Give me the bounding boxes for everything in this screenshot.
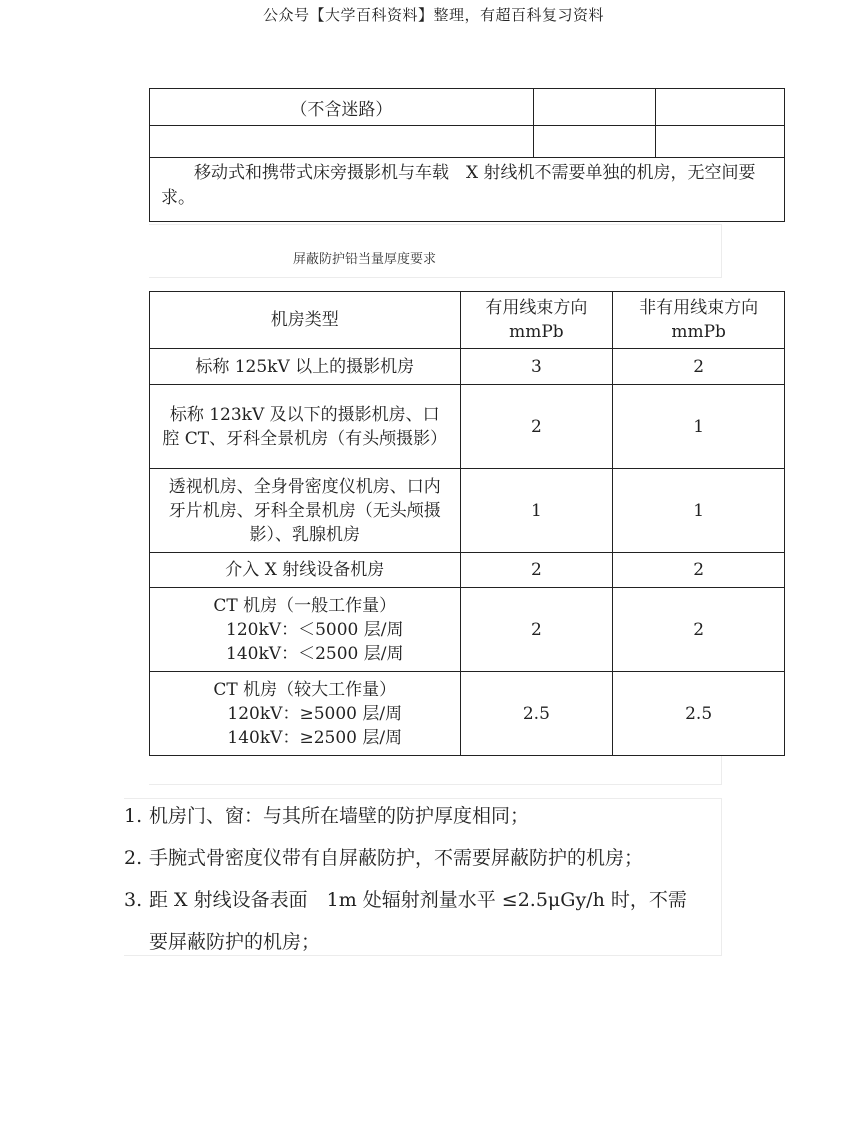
table-cell <box>533 89 656 126</box>
table-row <box>150 672 785 756</box>
useful-value: 1 <box>460 469 613 553</box>
nonuseful-value: 1 <box>613 469 785 553</box>
nonuseful-value: 2 <box>613 588 785 672</box>
nonuseful-value: 2 <box>613 349 785 385</box>
lead-equivalent-table <box>149 291 785 756</box>
list-item <box>124 879 724 963</box>
table-row <box>150 588 785 672</box>
list-text: 距 X 射线设备表面 1m 处辐射剂量水平 ≤2.5μGy/h 时，不需 <box>149 889 687 911</box>
ct-title: CT 机房（较大工作量） <box>213 679 397 700</box>
nonuseful-value: 2.5 <box>613 672 785 756</box>
ct-spec-140kv: 140kV：＜2500 层/周 <box>226 643 404 664</box>
useful-value: 3 <box>460 349 613 385</box>
room-type-cell <box>150 588 461 672</box>
ct-spec-120kv: 120kV：≥5000 层/周 <box>227 703 403 724</box>
room-type-cell <box>150 672 461 756</box>
ct-spec-120kv: 120kV：＜5000 层/周 <box>226 619 404 640</box>
header-line: 非有用线束方向 <box>639 298 759 318</box>
table-caption: 屏蔽防护铅当量厚度要求 <box>293 252 437 267</box>
table-cell: （不含迷路） <box>150 89 534 126</box>
table-row <box>150 385 785 469</box>
table-row <box>150 126 785 158</box>
list-number: 2. <box>124 847 143 869</box>
table-header-row <box>150 292 785 349</box>
useful-value: 2 <box>460 385 613 469</box>
table-cell <box>656 89 785 126</box>
list-item <box>124 837 724 879</box>
table-note: 移动式和携带式床旁摄影机与车载 X 射线机不需要单独的机房，无空间要求。 <box>150 158 785 222</box>
useful-value: 2.5 <box>460 672 613 756</box>
table-row <box>150 349 785 385</box>
useful-value: 2 <box>460 553 613 588</box>
list-text-continued: 要屏蔽防护的机房； <box>149 931 321 953</box>
room-type-cell: 标称 123kV 及以下的摄影机房、口腔 CT、牙科全景机房（有头颅摄影） <box>150 385 461 469</box>
room-type-cell: 介入 X 射线设备机房 <box>150 553 461 588</box>
table-row <box>150 553 785 588</box>
page-header: 公众号【大学百科资料】整理，有超百科复习资料 <box>262 6 604 24</box>
table-cell <box>150 126 534 158</box>
room-type-cell: 透视机房、全身骨密度仪机房、口内牙片机房、牙科全景机房（无头颅摄影）、乳腺机房 <box>150 469 461 553</box>
list-number: 3. <box>124 889 143 911</box>
table-row <box>150 89 785 126</box>
list-number: 1. <box>124 805 143 827</box>
notes-list <box>124 795 724 963</box>
table-row <box>150 158 785 222</box>
header-nonuseful-beam <box>613 292 785 349</box>
header-room-type: 机房类型 <box>150 292 461 349</box>
header-useful-beam <box>460 292 613 349</box>
header-unit: mmPb <box>509 322 564 342</box>
table-row <box>150 469 785 553</box>
ct-title: CT 机房（一般工作量） <box>213 595 397 616</box>
header-line: 有用线束方向 <box>485 298 588 318</box>
useful-value: 2 <box>460 588 613 672</box>
list-text: 手腕式骨密度仪带有自屏蔽防护，不需要屏蔽防护的机房； <box>149 847 644 869</box>
table-frame-tail <box>149 756 722 785</box>
room-type-cell: 标称 125kV 以上的摄影机房 <box>150 349 461 385</box>
space-requirement-table-tail <box>149 88 785 222</box>
table-cell <box>656 126 785 158</box>
list-text: 机房门、窗：与其所在墙壁的防护厚度相同； <box>149 805 530 827</box>
nonuseful-value: 1 <box>613 385 785 469</box>
ct-spec-140kv: 140kV：≥2500 层/周 <box>227 727 403 748</box>
header-unit: mmPb <box>671 322 726 342</box>
table-cell <box>533 126 656 158</box>
list-item <box>124 795 724 837</box>
nonuseful-value: 2 <box>613 553 785 588</box>
